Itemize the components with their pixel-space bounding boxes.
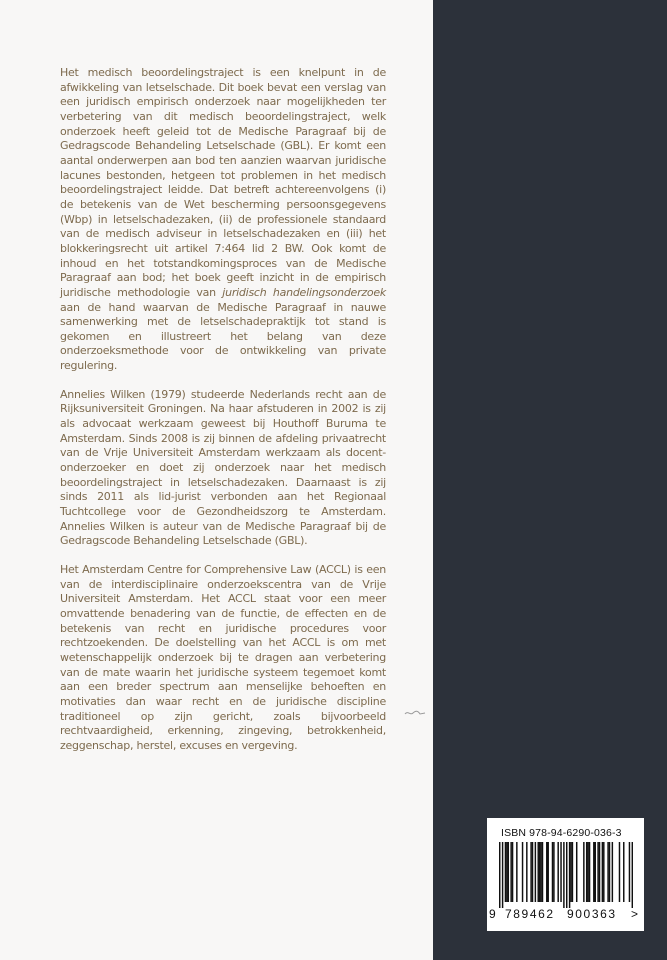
barcode-bar [552, 842, 553, 902]
barcode-bar [612, 842, 613, 902]
barcode-bar [632, 842, 633, 908]
barcode-bar [597, 842, 598, 902]
barcode-bars [499, 842, 633, 908]
barcode-bar [576, 842, 577, 902]
barcode-bar [516, 842, 517, 902]
dark-spine-band [433, 0, 667, 960]
barcode-bar [553, 842, 554, 902]
barcode-left-digits: 789462 [505, 907, 555, 921]
barcode-bar [566, 842, 567, 908]
barcode-bar [506, 842, 507, 902]
blurb-text [60, 66, 386, 754]
barcode-lead-digit: 9 [489, 907, 496, 921]
barcode-bar [583, 842, 584, 902]
barcode-bar [539, 842, 540, 902]
book-summary-text: Het medisch beoordelingstraject is een knelpunt in de afwikkeling van letselschade. Dit boek bevat een verslag van een juridisch empirisch onderzoek naar mogelijkheden ter verbetering van dit medisch beoordelingstraject, welk onderzoek heeft geleid tot de Medische Paragraaf bij de Gedragscode Behandeling Letselschade (GBL). Er komt een aantal onderwerpen aan bod ten aanzien waarvan juridische lacunes bestonden, hetgeen tot problemen in het medisch beoordelingstraject leidde. Dat betreft achtereenvolgens (i) de betekenis van de Wet bescherming persoonsgegevens (Wbp) in letselschadezaken, (ii) de professionele standaard van de medisch adviseur in letselschadezaken en (iii) het blokkeringsrecht uit artikel 7:464 lid 2 BW. Ook komt de inhoud en het totstandkomingsproces van de Medische Paragraaf aan bod; het boek geeft inzicht in de empirisch juridische methodologie van [60, 66, 386, 299]
barcode-bar [602, 842, 603, 902]
barcode-bar [595, 842, 596, 902]
barcode-bar [535, 842, 536, 902]
barcode-bar [512, 842, 513, 902]
barcode-bar [546, 842, 547, 902]
barcode-bar [593, 842, 594, 902]
barcode-bar [586, 842, 587, 902]
barcode-bar [607, 842, 608, 902]
blurb-paragraph-accl [60, 563, 386, 754]
barcode-bar [502, 842, 503, 908]
barcode-bar [547, 842, 548, 902]
barcode-bar [522, 842, 523, 902]
barcode-bar [557, 842, 558, 902]
accl-description-text: Het Amsterdam Centre for Comprehensive Law (ACCL) is een van de interdisciplinaire onderzoekscentra van de Vrije Universiteit Amsterdam. Het ACCL staat voor een meer omvattende benadering van de functie, de effecten en de betekenis van recht en juridische procedures voor rechtzoekenden. De doelstelling van het ACCL is om met wetenschappelijk onderzoek bij te dragen aan verbetering van de mate waarin het juridische systeem tegemoet komt aan een breder spectrum aan menselijke behoeften en motivaties dan waar recht en de juridische discipline traditioneel op zijn gericht, zoals bijvoorbeeld rechtvaardigheid, erkenning, zingeving, betrokkenheid, zeggenschap, herstel, excuses en vergeving. [60, 563, 386, 752]
barcode-digits [487, 904, 644, 924]
barcode-bar [603, 842, 604, 902]
barcode-bar [569, 842, 570, 908]
blurb-paragraph-book [60, 66, 386, 374]
barcode-bar [589, 842, 590, 902]
barcode-bar [530, 842, 531, 902]
barcode-bar [505, 842, 506, 902]
barcode-bar [510, 842, 511, 902]
barcode-bar [563, 842, 564, 908]
barcode-bar [619, 842, 620, 902]
barcode-bar [572, 842, 573, 902]
barcode-bar [508, 842, 509, 902]
barcode-bar [542, 842, 543, 902]
barcode-bar [526, 842, 527, 902]
barcode-bar [532, 842, 533, 902]
book-summary-text-end: aan de hand waarvan de Medische Paragraaf in nauwe samenwerking met de letselschadepraktijk tot stand is gekomen en illustreert het belang van deze onderzoeksmethode voor de ontwikkeling van private regulering. [60, 300, 386, 373]
barcode-bar [599, 842, 600, 902]
book-summary-italic-term: juridisch handelingsonderzoek [222, 285, 386, 299]
barcode-bar [499, 842, 500, 908]
barcode-right-digits: 900363 [567, 907, 617, 921]
barcode-bar [623, 842, 624, 902]
barcode-bar [587, 842, 588, 902]
author-bio-text: Annelies Wilken (1979) studeerde Nederlands recht aan de Rijksuniversiteit Groningen. Na haar afstuderen in 2002 is zij als advocaat werkzaam geweest bij Houthoff Buruma te Amsterdam. Sinds 2008 is zij binnen de afdeling privaatrecht van de Vrije Universiteit Amsterdam werkzaam als docent-onderzoeker en doet zij onderzoek naar het medisch beoordelingstraject in letselschadezaken. Daarnaast is zij sinds 2011 als lid-jurist verbonden aan het Regionaal Tuchtcollege voor de Gezondheidszorg te Amsterdam. Annelies Wilken is auteur van de Medische Paragraaf bij de Gedragscode Behandeling Letselschade (GBL). [60, 387, 386, 548]
pencil-mark [404, 708, 426, 718]
barcode-bar [570, 842, 571, 902]
barcode-quiet-zone-arrow: > [631, 907, 639, 921]
barcode-bar [537, 842, 538, 902]
isbn-number: ISBN 978-94-6290-036-3 [501, 827, 622, 839]
barcode-bar [609, 842, 610, 902]
barcode-bar [560, 842, 561, 902]
barcode-label [487, 818, 644, 931]
barcode-bar [540, 842, 541, 902]
barcode-bar [629, 842, 630, 902]
blurb-paragraph-author [60, 388, 386, 549]
